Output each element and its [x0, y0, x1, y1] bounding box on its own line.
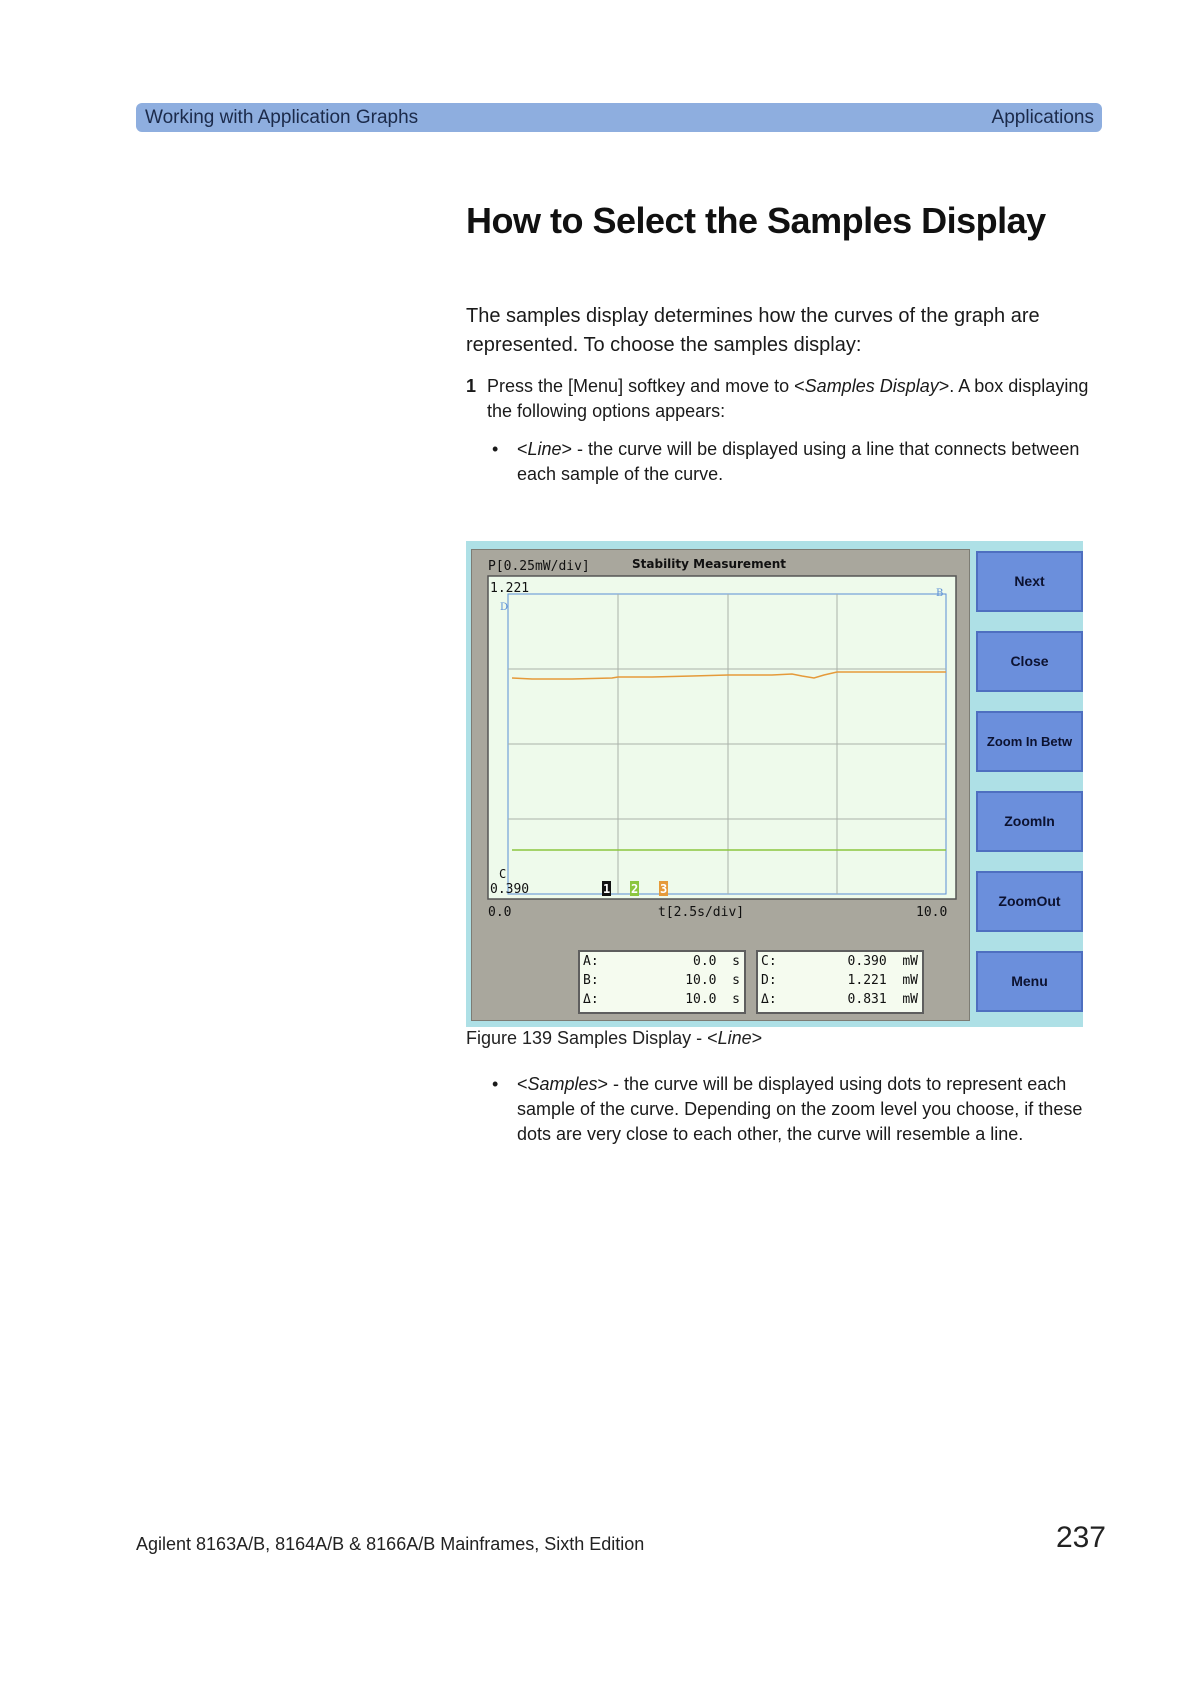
softkey-close[interactable]: Close: [976, 631, 1083, 692]
time-readout: [578, 950, 746, 1014]
plot-title: Stability Measurement: [632, 557, 786, 571]
softkey-zoom-in-between[interactable]: Zoom In Betw: [976, 711, 1083, 772]
header-chapter-title: Applications: [991, 107, 1094, 128]
softkey-menu[interactable]: Menu: [976, 951, 1083, 1012]
y-top-value: 1.221: [490, 581, 530, 596]
bullet-dot: •: [492, 439, 499, 459]
footer-manual-title: Agilent 8163A/B, 8164A/B & 8166A/B Mainframes, Sixth Edition: [136, 1534, 645, 1554]
bullet-text: <Line> - the curve will be displayed using a line that connects between each sample of the curve.: [517, 439, 1080, 484]
page-number: 237: [1055, 1521, 1106, 1554]
marker-c-label: C: [499, 867, 507, 881]
page-title: How to Select the Samples Display: [466, 200, 1046, 241]
softkey-zoom-out[interactable]: ZoomOut: [976, 871, 1083, 932]
x-left-value: 0.0: [488, 905, 512, 920]
readout-row: Δ: 10.0 s: [583, 992, 740, 1007]
readout-row: Δ: 0.831 mW: [761, 992, 918, 1007]
readout-row: D: 1.221 mW: [761, 973, 918, 988]
x-right-value: 10.0: [916, 905, 948, 920]
marker-b-label: B: [936, 588, 944, 599]
running-header: [136, 103, 1102, 132]
x-unit-label: t[2.5s/div]: [658, 905, 745, 920]
softkey-next[interactable]: Next: [976, 551, 1083, 612]
figure-caption: Figure 139 Samples Display - <Line>: [466, 1028, 763, 1048]
softkey-zoom-in[interactable]: ZoomIn: [976, 791, 1083, 852]
bullet-dot: •: [492, 1074, 499, 1094]
readout-row: C: 0.390 mW: [761, 954, 918, 969]
readout-row: B: 10.0 s: [583, 973, 740, 988]
y-bottom-value: 0.390: [490, 882, 530, 897]
power-readout: [756, 950, 924, 1014]
marker-1: 1: [603, 882, 611, 896]
marker-2: 2: [631, 882, 639, 896]
y-unit-label: P[0.25mW/div]: [488, 559, 590, 574]
graph-panel: [471, 549, 970, 1021]
instrument-screenshot: [466, 541, 1083, 1027]
step-number: 1: [466, 376, 477, 396]
readout-row: A: 0.0 s: [583, 954, 740, 969]
step-text: Press the [Menu] softkey and move to <Samples Display>. A box displaying the following options appears:: [487, 376, 1089, 421]
marker-d-label: D: [500, 602, 509, 613]
header-section-title: Working with Application Graphs: [145, 107, 419, 128]
intro-paragraph: The samples display determines how the curves of the graph are represented. To choose the samples display:: [466, 305, 1040, 356]
marker-3: 3: [660, 882, 668, 896]
bullet-text: <Samples> - the curve will be displayed using dots to represent each sample of the curve. Depending on the zoom level you choose, if these dots are very close to each other, the curve will resemble a line.: [517, 1074, 1083, 1144]
